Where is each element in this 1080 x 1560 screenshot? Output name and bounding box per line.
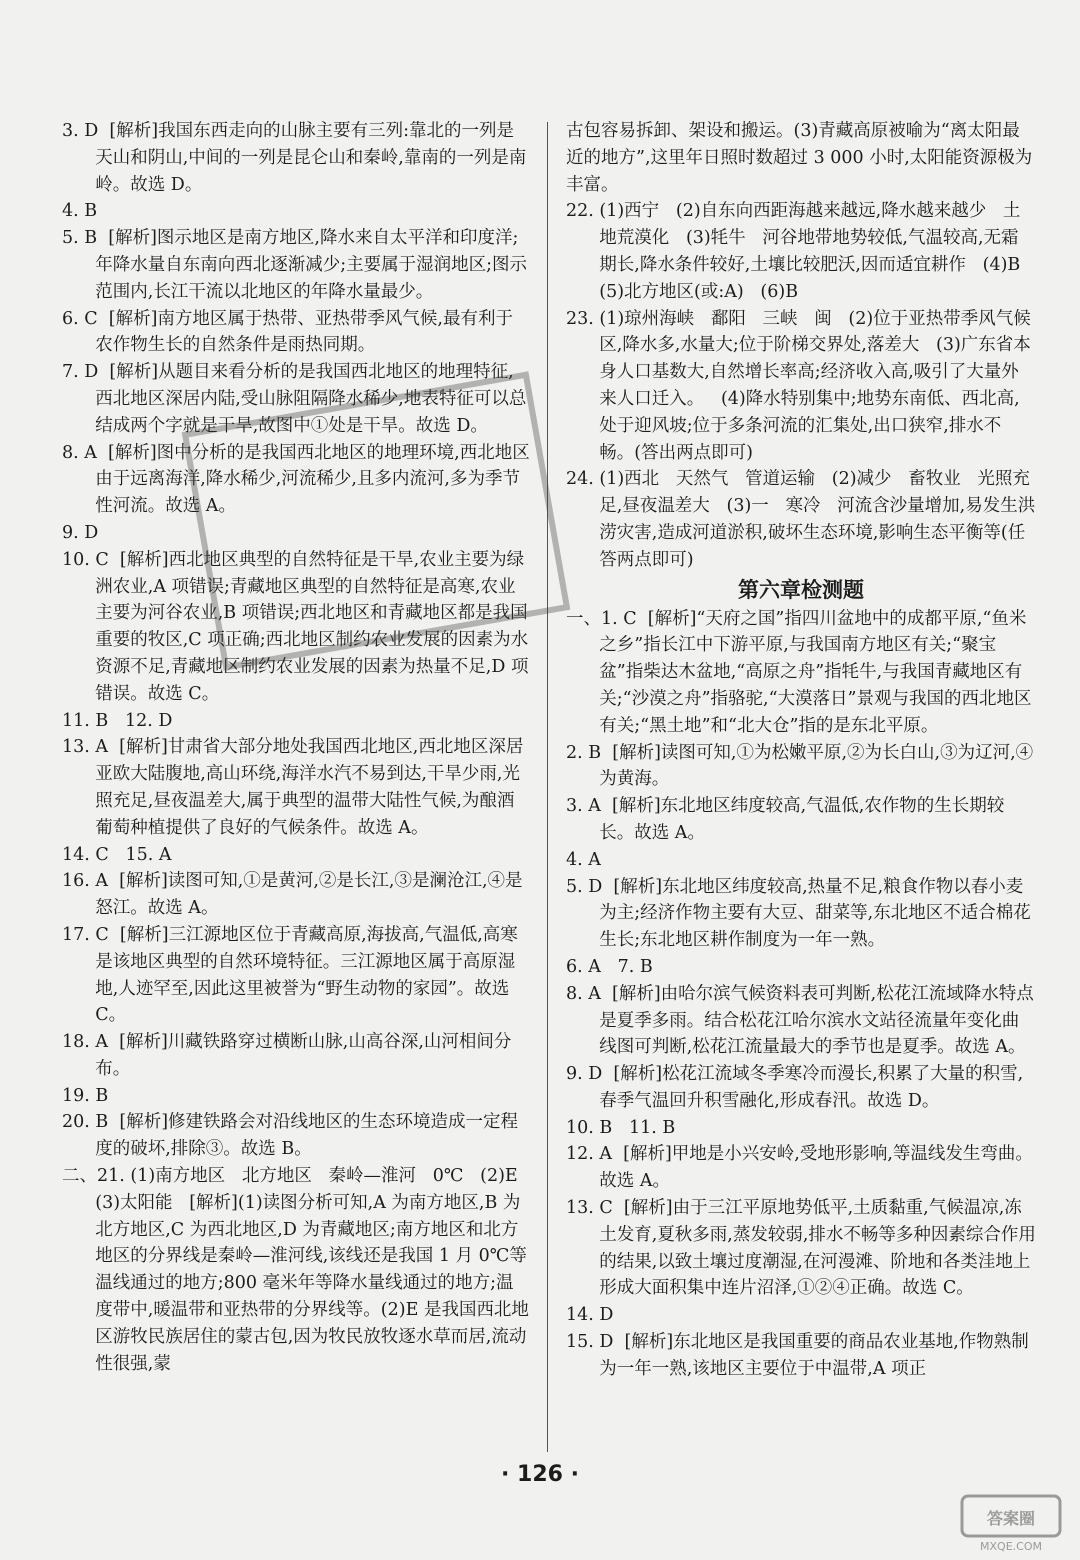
answer-item: 5. B [解析]图示地区是南方地区,降水来自太平洋和印度洋;年降水量自东南向西北逐渐减少;主要属于湿润地区;图示范围内,长江干流以北地区的年降水量最少。	[62, 228, 528, 302]
answer-item: 14. D	[566, 1305, 614, 1326]
answer-item: 古包容易拆卸、架设和搬运。(3)青藏高原被喻为“离太阳最近的地方”,这里年日照时数超过 3 000 小时,太阳能资源极为丰富。	[566, 121, 1033, 195]
answer-item: 2. B [解析]读图可知,①为松嫩平原,②为长白山,③为辽河,④为黄海。	[566, 742, 1034, 790]
answer-item: 4. A	[566, 849, 601, 870]
right-column	[566, 118, 1036, 1383]
site-watermark-logo	[956, 1494, 1066, 1554]
answer-item: 22. (1)西宁 (2)自东向西距海越来越远,降水越来越少 土地荒漠化 (3)牦牛 河谷地带地势较低,气温较高,无霜期长,降水条件较好,土壤比较肥沃,因而适宜耕作 (4)B (5)北方地区(或:A) (6)B	[566, 201, 1037, 302]
answer-item: 3. A [解析]东北地区纬度较高,气温低,农作物的生长期较长。故选 A。	[566, 796, 1005, 843]
answer-item: 10. B 11. B	[566, 1117, 676, 1138]
answer-item: 13. C [解析]由于三江平原地势低平,土质黏重,气候温凉,冻土发育,夏秋多雨,蒸发较弱,排水不畅等多种因素综合作用的结果,以致土壤过度潮湿,在河漫滩、阶地和各类洼地上形成大面积集中连片沼泽,①②④正确。故选 C。	[566, 1198, 1036, 1299]
answer-item: 15. D [解析]东北地区是我国重要的商品农业基地,作物熟制为一年一熟,该地区主要位于中温带,A 项正	[566, 1332, 1029, 1379]
answer-item: 16. A [解析]读图可知,①是黄河,②是长江,③是澜沧江,④是怒江。故选 A。	[62, 871, 523, 919]
answer-item: 6. C [解析]南方地区属于热带、亚热带季风气候,最有利于农作物生长的自然条件是雨热同期。	[62, 308, 513, 356]
answer-item: 11. B 12. D	[62, 710, 173, 731]
left-column	[62, 118, 535, 1377]
answer-item: 一、1. C [解析]“天府之国”指四川盆地中的成都平原,“鱼米之乡”指长江中下游平原,与我国南方地区有关;“聚宝盆”指柴达木盆地,“高原之舟”指牦牛,与我国青藏地区有关;“沙漠之舟”指骆驼,“大漠落日”景观与我国的西北地区有关;“黑土地”和“北大仓”指的是东北平原。	[566, 608, 1032, 736]
answer-item: 6. A 7. B	[566, 956, 653, 977]
answer-item: 10. C [解析]西北地区典型的自然特征是干旱,农业主要为绿洲农业,A 项错误;青藏地区典型的自然特征是高寒,农业主要为河谷农业,B 项错误;西北地区和青藏地区都是我国重要的牧区,C 项正确;西北地区制约农业发展的因素为水资源不足,青藏地区制约农业发展的因素为热量不足,D 项错误。故选 C。	[62, 549, 529, 704]
answer-item: 19. B	[62, 1085, 109, 1106]
answer-item: 14. C 15. A	[62, 844, 172, 865]
answer-item: 23. (1)琼州海峡 鄱阳 三峡 闽 (2)位于亚热带季风气候区,降水多,水量大;位于阶梯交界处,落差大 (3)广东省本身人口基数大,自然增长率高;经济收入高,吸引了大量外来人口迁入。 (4)降水特别集中;地势东南低、西北高,处于迎风坡;位于多条河流的汇集处,出口狭窄,排水不畅。(答出两点即可)	[566, 308, 1031, 463]
answer-item: 20. B [解析]修建铁路会对沿线地区的生态环境造成一定程度的破坏,排除③。故选 B。	[62, 1112, 519, 1160]
answer-item: 3. D [解析]我国东西走向的山脉主要有三列:靠北的一列是天山和阴山,中间的一列是昆仑山和秦岭,靠南的一列是南岭。故选 D。	[62, 121, 527, 195]
answer-item: 4. B	[62, 201, 98, 222]
svg-text:MXQE.COM: MXQE.COM	[980, 1540, 1042, 1553]
answer-item: 9. D [解析]松花江流域冬季寒冷而漫长,积累了大量的积雪,春季气温回升积雪融化,形成春汛。故选 D。	[566, 1064, 1024, 1111]
answer-item: 18. A [解析]川藏铁路穿过横断山脉,山高谷深,山河相间分布。	[62, 1032, 512, 1079]
answer-item: 5. D [解析]东北地区纬度较高,热量不足,粮食作物以春小麦为主;经济作物主要有大豆、甜菜等,东北地区不适合棉花生长;东北地区耕作制度为一年一熟。	[566, 876, 1031, 951]
page-number: · 126 ·	[501, 1462, 579, 1487]
answer-item: 9. D	[62, 522, 99, 543]
answer-item: 8. A [解析]由哈尔滨气候资料表可判断,松花江流域降水特点是夏季多雨。结合松花江哈尔滨水文站径流量年变化曲线图可判断,松花江流量最大的季节也是夏季。故选 A。	[566, 983, 1034, 1058]
column-divider	[547, 122, 548, 1452]
svg-text:答案圈: 答案圈	[986, 1509, 1036, 1528]
answer-item: 13. A [解析]甘肃省大部分地处我国西北地区,西北地区深居亚欧大陆腹地,高山环绕,海洋水汽不易到达,干旱少雨,光照充足,昼夜温差大,属于典型的温带大陆性气候,为酿酒葡萄种植提供了良好的气候条件。故选 A。	[62, 737, 524, 838]
answer-item: 8. A [解析]图中分析的是我国西北地区的地理环境,西北地区由于远离海洋,降水稀少,河流稀少,且多内流河,多为季节性河流。故选 A。	[62, 442, 530, 517]
answer-item: 17. C [解析]三江源地区位于青藏高原,海拔高,气温低,高寒是该地区典型的自然环境特征。三江源地区属于高原湿地,人迹罕至,因此这里被誉为“野生动物的家园”。故选 C。	[62, 924, 518, 1026]
answer-item: 12. A [解析]甲地是小兴安岭,受地形影响,等温线发生弯曲。故选 A。	[566, 1144, 1033, 1192]
section-heading: 第六章检测题	[738, 577, 864, 602]
answer-item: 二、21. (1)南方地区 北方地区 秦岭—淮河 0℃ (2)E (3)太阳能 [解析](1)读图分析可知,A 为南方地区,B 为北方地区,C 为西北地区,D 为青藏地区;南方地区和北方地区的分界线是秦岭—淮河线,该线还是我国 1 月 0℃等温线通过的地方;800 毫米年等降水量线通过的地方;温度带中,暖温带和亚热带的分界线等。(2)E 是我国西北地区游牧民族居住的蒙古包,因为牧民放牧逐水草而居,流动性很强,蒙	[62, 1166, 535, 1374]
answer-item: 7. D [解析]从题目来看分析的是我国西北地区的地理特征,西北地区深居内陆,受山脉阻隔降水稀少,地表特征可以总结成两个字就是干旱,故图中①处是干旱。故选 D。	[62, 362, 527, 436]
answer-item: 24. (1)西北 天然气 管道运输 (2)减少 畜牧业 光照充足,昼夜温差大 (3)一 寒冷 河流含沙量增加,易发生洪涝灾害,造成河道淤积,破坏生态环境,影响生态平衡等(任答两点即可)	[566, 469, 1036, 570]
